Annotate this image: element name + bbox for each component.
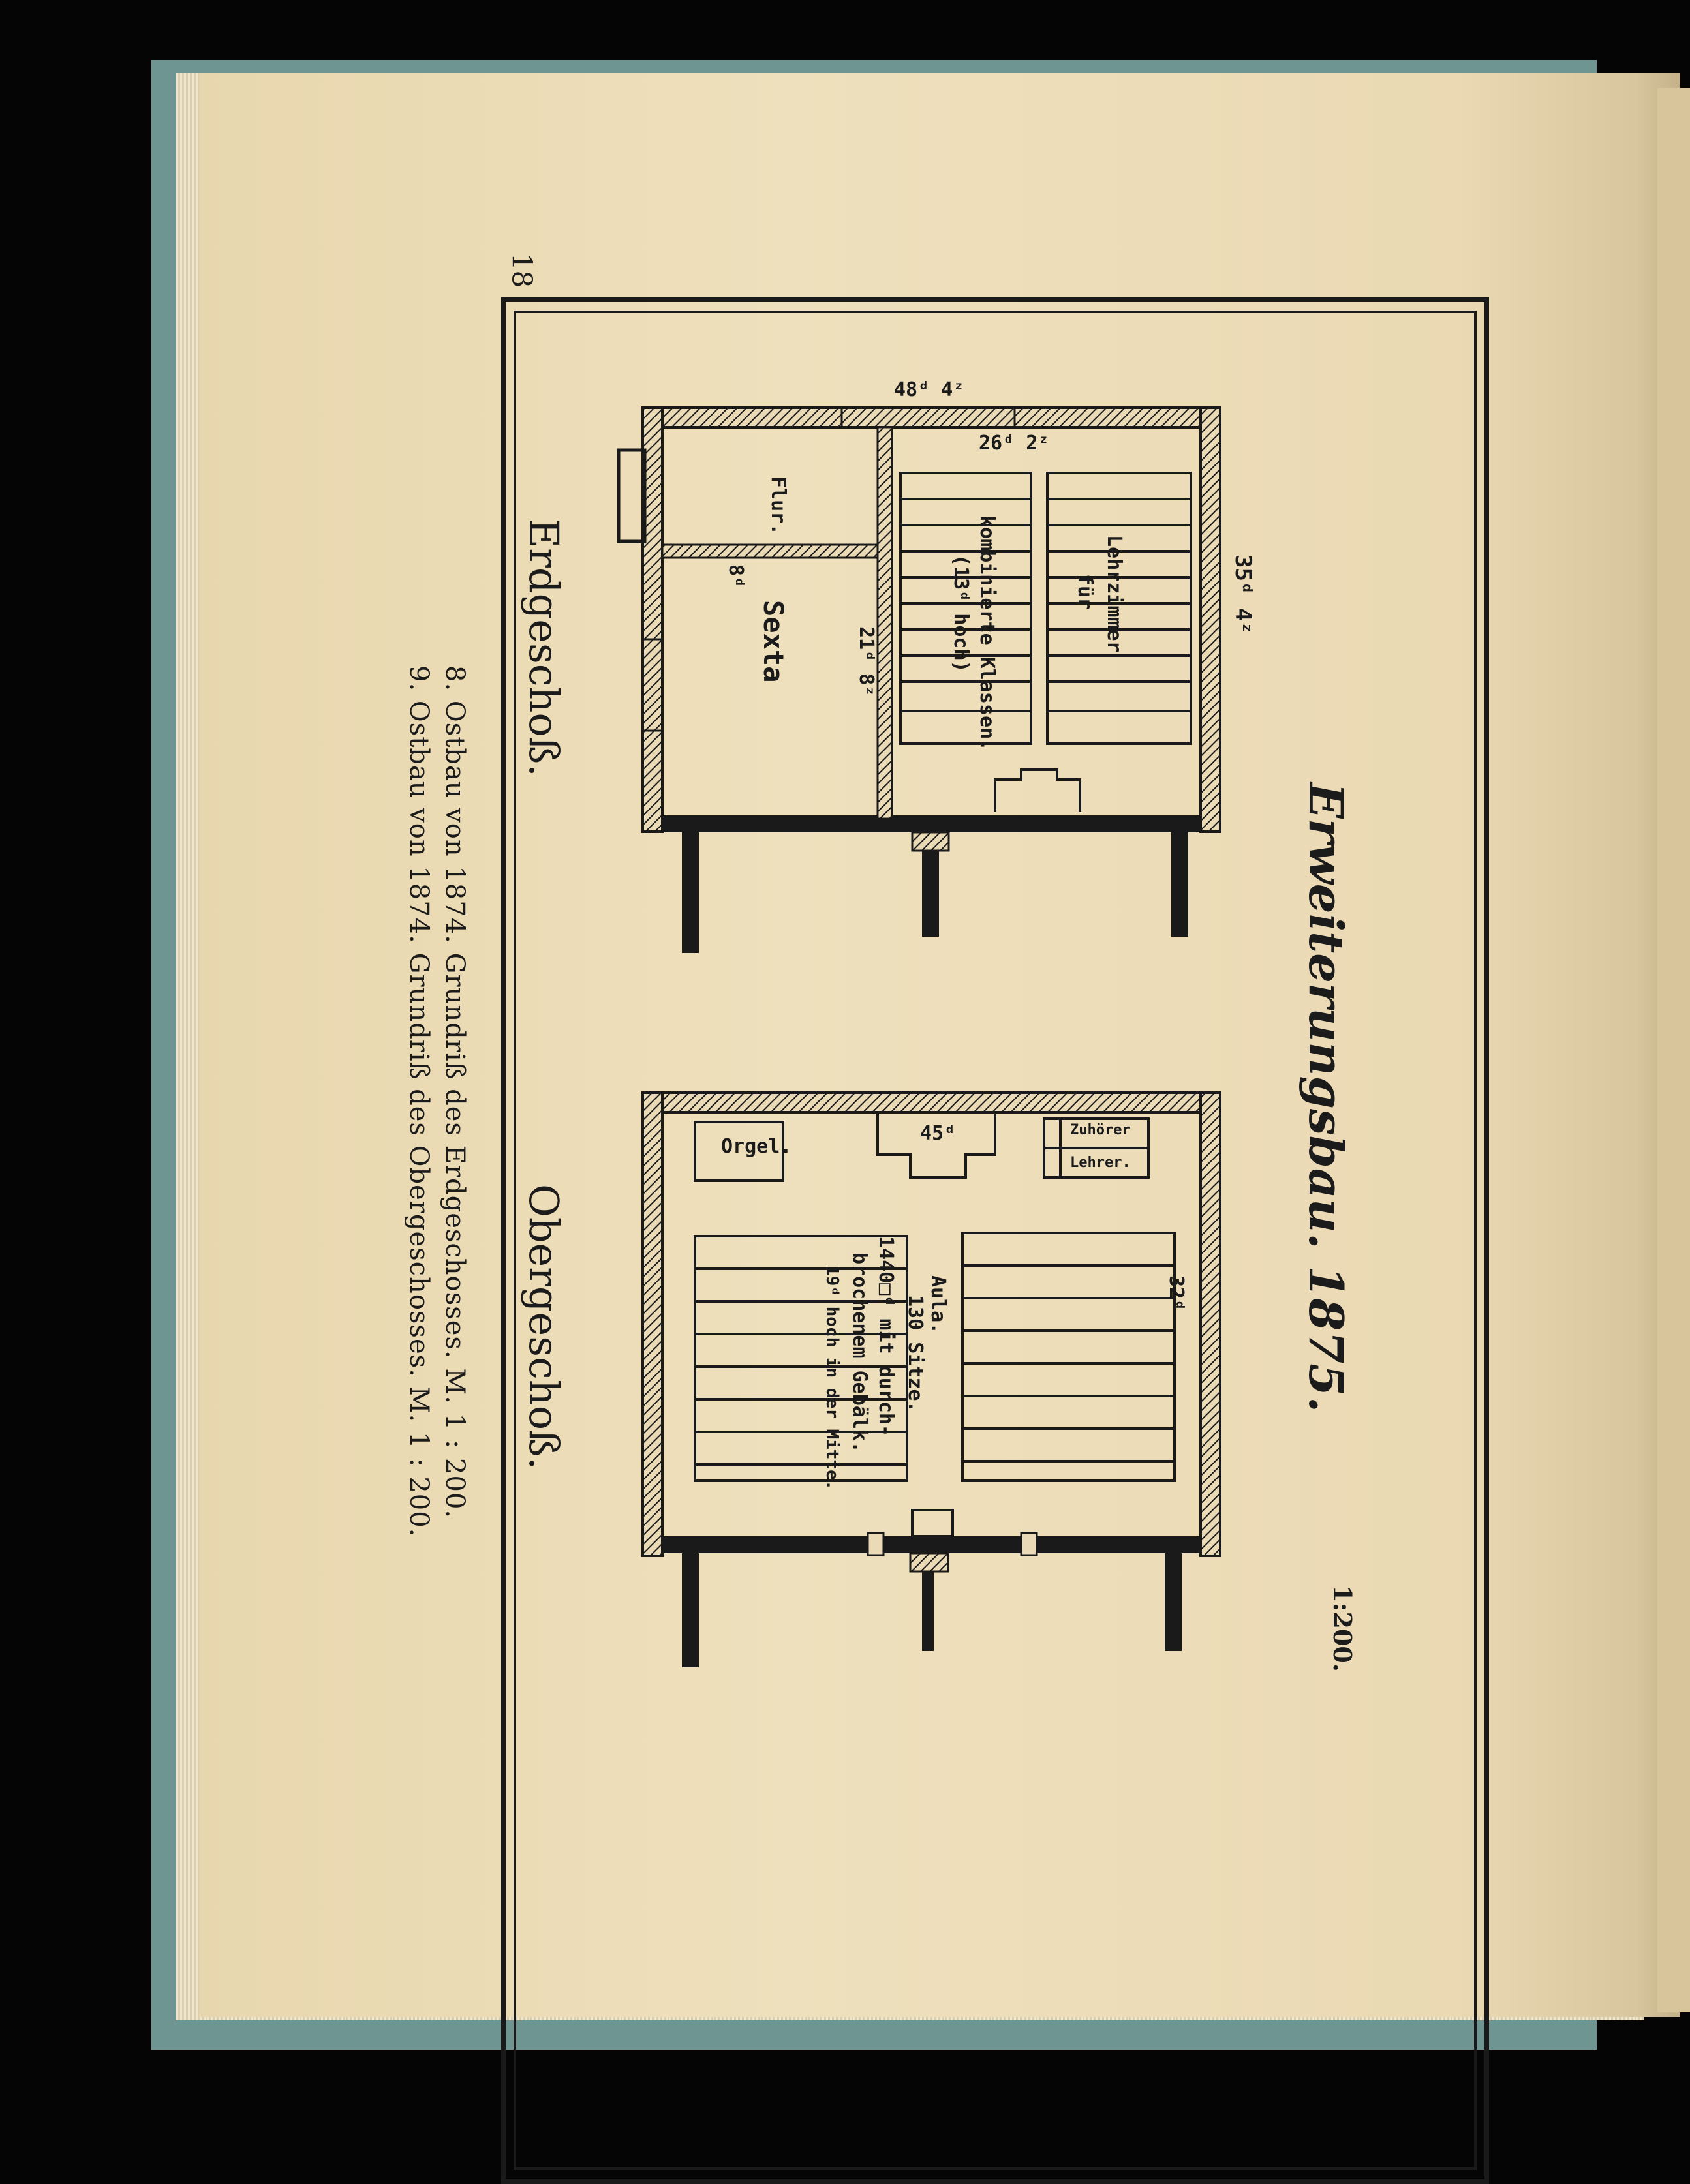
room-label-teacher: Lehrzimmer xyxy=(1103,535,1126,653)
gf-pillar-3 xyxy=(1171,832,1188,937)
dimension-depth: 35ᵈ 4ᶻ xyxy=(1230,554,1256,635)
room-label-organ: Orgel. xyxy=(721,1135,792,1158)
dimension-upper-depth: 32ᵈ xyxy=(1165,1275,1188,1311)
gf-wall-right xyxy=(643,815,1217,832)
caption-ground-floor: 8. Ostbau von 1874. Grundriß des Erdgeschosses. M. 1 : 200. xyxy=(440,665,470,1519)
room-label-listeners: Zuhörer xyxy=(1070,1122,1131,1138)
hall-label-beam: brochenem Gebälk. xyxy=(848,1252,871,1453)
uf-pillar-3 xyxy=(1165,1553,1182,1651)
dimension-upper-length: 45ᵈ xyxy=(920,1122,956,1145)
uf-wall-bottom xyxy=(1201,1093,1220,1556)
hall-label-seats: 130 Sitze. xyxy=(904,1295,927,1413)
plate-heading: Erweiterungsbau. 1875. xyxy=(1298,783,1354,1413)
hall-label-height: 19ᵈ hoch in der Mitte. xyxy=(822,1266,842,1491)
page-number: 18 xyxy=(506,252,538,288)
uf-wall-top xyxy=(643,1093,662,1556)
gf-wall-left xyxy=(643,408,1217,427)
gf-pillar-cap xyxy=(912,832,949,851)
scale-label: 1:200. xyxy=(1328,1585,1357,1673)
room-label-hall: Flur. xyxy=(767,476,790,536)
uf-desks-right xyxy=(962,1233,1175,1481)
uf-door xyxy=(912,1510,953,1536)
upper-floor-title: Obergeschoß. xyxy=(520,1184,568,1470)
uf-wall-right xyxy=(643,1536,1217,1553)
uf-pillar-1 xyxy=(682,1553,699,1667)
ground-floor-title: Erdgeschoß. xyxy=(520,519,568,777)
room-label-sexta: Sexta xyxy=(758,600,790,683)
uf-wall-left xyxy=(643,1093,1217,1112)
room-label-combined: kombinierte Klassen. xyxy=(976,515,998,751)
upper-floor-plan xyxy=(643,1093,1220,1667)
gf-entrance xyxy=(619,450,645,541)
dimension-partition: 21ᵈ 8ᶻ xyxy=(855,626,878,697)
gf-wall-bottom xyxy=(1201,408,1220,832)
ground-floor-plan xyxy=(619,408,1220,953)
dimension-sexta: 8ᵈ xyxy=(724,564,747,588)
room-label-for: für xyxy=(1073,574,1096,610)
gf-lectern xyxy=(995,770,1080,812)
gf-partition-vertical xyxy=(878,427,892,819)
room-label-height: (13ᵈ hoch) xyxy=(949,554,972,673)
room-label-teachers: Lehrer. xyxy=(1070,1155,1131,1171)
dimension-inner: 26ᵈ 2ᶻ xyxy=(979,432,1050,455)
dimension-total: 48ᵈ 4ᶻ xyxy=(894,378,965,401)
gf-partition-horizontal xyxy=(662,545,878,558)
hall-label-area: 1440□ᵈ mit durch- xyxy=(874,1236,897,1437)
hall-label-name: Aula. xyxy=(927,1275,949,1335)
uf-pillar-cap xyxy=(910,1553,948,1571)
caption-upper-floor: 9. Ostbau von 1874. Grundriß des Obergeschosses. M. 1 : 200. xyxy=(404,665,434,1538)
gf-pillar-1 xyxy=(682,832,699,953)
